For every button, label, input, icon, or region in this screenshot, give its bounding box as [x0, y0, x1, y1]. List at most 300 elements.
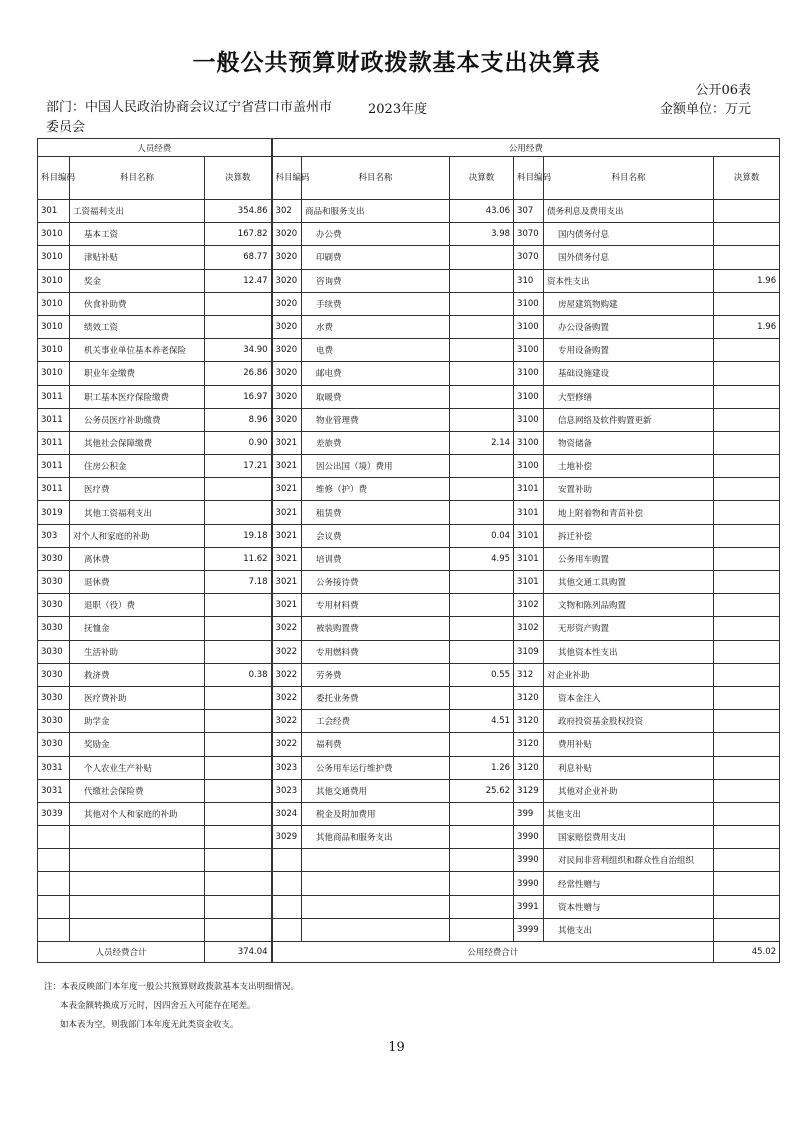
- subject-code: 3101: [514, 571, 544, 594]
- amount-value: 43.06: [450, 200, 514, 223]
- subject-name: 国家赔偿费用支出: [544, 826, 714, 849]
- amount-value: 26.86: [205, 362, 272, 385]
- expenditure-table: [37, 138, 780, 963]
- amount-header: 决算数: [450, 157, 514, 200]
- subject-code: 3021: [272, 594, 302, 617]
- subject-code: 3010: [38, 269, 70, 292]
- subject-name: 利息补贴: [544, 756, 714, 779]
- subject-code: [38, 849, 70, 872]
- subject-code: [38, 826, 70, 849]
- amount-value: [205, 779, 272, 802]
- amount-value: 4.95: [450, 547, 514, 570]
- amount-value: 12.47: [205, 269, 272, 292]
- amount-value: 19.18: [205, 524, 272, 547]
- amount-value: [450, 802, 514, 825]
- amount-value: [205, 292, 272, 315]
- subject-name: 其他工资福利支出: [70, 501, 205, 524]
- table-code: 公开06表: [695, 83, 751, 98]
- amount-value: [450, 849, 514, 872]
- amount-value: [714, 872, 780, 895]
- amount-value: [205, 849, 272, 872]
- amount-value: [714, 756, 780, 779]
- subject-name: 劳务费: [302, 663, 450, 686]
- subject-name: [70, 826, 205, 849]
- amount-value: [714, 918, 780, 941]
- name-header: 科目名称: [302, 157, 450, 200]
- subject-code: 3101: [514, 524, 544, 547]
- subject-code: 303: [38, 524, 70, 547]
- subject-name: 维修（护）费: [302, 478, 450, 501]
- subject-code: 3990: [514, 849, 544, 872]
- subject-code: [38, 895, 70, 918]
- code-header: 科目编码: [514, 157, 544, 200]
- subject-name: 办公费: [302, 223, 450, 246]
- amount-value: [714, 802, 780, 825]
- amount-value: [450, 246, 514, 269]
- amount-value: [714, 408, 780, 431]
- subject-code: 3031: [38, 756, 70, 779]
- subject-code: 3020: [272, 385, 302, 408]
- subject-name: 因公出国（境）费用: [302, 455, 450, 478]
- totals-row: [38, 942, 780, 963]
- subject-code: 3100: [514, 315, 544, 338]
- amount-value: [714, 849, 780, 872]
- subject-name: 国内债务付息: [544, 223, 714, 246]
- subject-code: 3100: [514, 339, 544, 362]
- subject-code: 307: [514, 200, 544, 223]
- subject-code: 3022: [272, 686, 302, 709]
- subject-code: [272, 872, 302, 895]
- subject-name: 对民间非营利组织和群众性自治组织: [544, 849, 714, 872]
- subject-code: 3020: [272, 315, 302, 338]
- subject-name: 物业管理费: [302, 408, 450, 431]
- department-name: 部门：中国人民政治协商会议辽宁省营口市盖州市委员会: [46, 100, 333, 135]
- subject-code: 3991: [514, 895, 544, 918]
- subject-name: 其他交通工具购置: [544, 571, 714, 594]
- amount-value: [205, 802, 272, 825]
- amount-value: [714, 826, 780, 849]
- table-row: [38, 802, 780, 825]
- name-header: 科目名称: [544, 157, 714, 200]
- subject-name: 水费: [302, 315, 450, 338]
- amount-value: [205, 756, 272, 779]
- table-row: [38, 501, 780, 524]
- amount-value: [450, 640, 514, 663]
- amount-value: [714, 617, 780, 640]
- subject-name: 其他资本性支出: [544, 640, 714, 663]
- public-group-header: 公用经费: [272, 139, 780, 157]
- subject-code: 3070: [514, 223, 544, 246]
- subject-code: 3100: [514, 408, 544, 431]
- subject-code: 3011: [38, 455, 70, 478]
- amount-value: [714, 339, 780, 362]
- subject-code: 3021: [272, 571, 302, 594]
- subject-name: 其他商品和服务支出: [302, 826, 450, 849]
- subject-code: 3129: [514, 779, 544, 802]
- amount-value: [205, 918, 272, 941]
- amount-value: [205, 315, 272, 338]
- subject-code: 3022: [272, 733, 302, 756]
- amount-value: 1.26: [450, 756, 514, 779]
- subject-code: 3030: [38, 547, 70, 570]
- amount-value: 1.96: [714, 269, 780, 292]
- amount-value: [450, 269, 514, 292]
- table-row: [38, 710, 780, 733]
- subject-name: 基本工资: [70, 223, 205, 246]
- amount-value: 167.82: [205, 223, 272, 246]
- subject-name: [70, 849, 205, 872]
- subject-name: 津贴补贴: [70, 246, 205, 269]
- public-total-label: 公用经费合计: [272, 942, 714, 963]
- amount-value: 16.97: [205, 385, 272, 408]
- subject-code: 3020: [272, 292, 302, 315]
- subject-code: 3100: [514, 431, 544, 454]
- subject-code: 3101: [514, 547, 544, 570]
- amount-value: [714, 571, 780, 594]
- subject-name: 委托业务费: [302, 686, 450, 709]
- subject-code: 3030: [38, 710, 70, 733]
- table-row: [38, 385, 780, 408]
- amount-value: [714, 733, 780, 756]
- subject-code: 312: [514, 663, 544, 686]
- subject-name: 印刷费: [302, 246, 450, 269]
- subject-name: 租赁费: [302, 501, 450, 524]
- subject-name: 房屋建筑物购建: [544, 292, 714, 315]
- table-row: [38, 455, 780, 478]
- table-row: [38, 339, 780, 362]
- subject-code: 3990: [514, 872, 544, 895]
- amount-value: 25.62: [450, 779, 514, 802]
- subject-code: 3100: [514, 385, 544, 408]
- subject-name: 费用补贴: [544, 733, 714, 756]
- subject-name: 绩效工资: [70, 315, 205, 338]
- amount-value: [450, 895, 514, 918]
- subject-name: 专用设备购置: [544, 339, 714, 362]
- subject-name: 公务员医疗补助缴费: [70, 408, 205, 431]
- amount-value: 0.90: [205, 431, 272, 454]
- subject-code: 3021: [272, 501, 302, 524]
- subject-code: 3021: [272, 524, 302, 547]
- subject-code: 3039: [38, 802, 70, 825]
- table-row: [38, 223, 780, 246]
- subject-name: 信息网络及软件购置更新: [544, 408, 714, 431]
- subject-code: 3022: [272, 640, 302, 663]
- subject-name: 公务接待费: [302, 571, 450, 594]
- subject-code: 3120: [514, 710, 544, 733]
- amount-value: [205, 710, 272, 733]
- subject-code: 3029: [272, 826, 302, 849]
- subject-code: 3030: [38, 571, 70, 594]
- subject-name: 无形资产购置: [544, 617, 714, 640]
- amount-value: [714, 663, 780, 686]
- subject-code: 3010: [38, 223, 70, 246]
- subject-name: [302, 895, 450, 918]
- subject-code: 3019: [38, 501, 70, 524]
- subject-name: 拆迁补偿: [544, 524, 714, 547]
- subject-code: 3030: [38, 594, 70, 617]
- note-line: 注：本表反映部门本年度一般公共预算财政拨款基本支出明细情况。: [44, 982, 300, 992]
- table-row: [38, 594, 780, 617]
- subject-name: 土地补偿: [544, 455, 714, 478]
- amount-value: [205, 826, 272, 849]
- subject-code: [38, 918, 70, 941]
- page-number: 19: [388, 1040, 405, 1055]
- subject-name: 公务用车购置: [544, 547, 714, 570]
- table-row: [38, 872, 780, 895]
- subject-name: 债务利息及费用支出: [544, 200, 714, 223]
- subject-name: 职工基本医疗保险缴费: [70, 385, 205, 408]
- subject-code: 3024: [272, 802, 302, 825]
- amount-value: [714, 455, 780, 478]
- amount-value: [714, 478, 780, 501]
- amount-value: 11.62: [205, 547, 272, 570]
- subject-name: 奖励金: [70, 733, 205, 756]
- subject-name: 资本性支出: [544, 269, 714, 292]
- subject-name: 对企业补助: [544, 663, 714, 686]
- subject-code: 3100: [514, 455, 544, 478]
- subject-name: [302, 918, 450, 941]
- amount-value: [205, 501, 272, 524]
- subject-name: 助学金: [70, 710, 205, 733]
- table-row: [38, 918, 780, 941]
- amount-value: [714, 362, 780, 385]
- table-row: [38, 733, 780, 756]
- amount-value: 8.96: [205, 408, 272, 431]
- subject-name: 医疗费补助: [70, 686, 205, 709]
- subject-name: 资本金注入: [544, 686, 714, 709]
- table-row: [38, 826, 780, 849]
- code-header: 科目编码: [272, 157, 302, 200]
- subject-code: 3011: [38, 478, 70, 501]
- table-row: [38, 524, 780, 547]
- amount-header: 决算数: [205, 157, 272, 200]
- subject-code: 3020: [272, 223, 302, 246]
- subject-name: 会议费: [302, 524, 450, 547]
- subject-code: 3100: [514, 292, 544, 315]
- subject-name: 救济费: [70, 663, 205, 686]
- table-row: [38, 292, 780, 315]
- amount-value: [450, 686, 514, 709]
- note-line: 如本表为空，则我部门本年度无此类资金收支。: [60, 1020, 239, 1030]
- amount-unit: 金额单位：万元: [659, 102, 751, 117]
- subject-code: 3102: [514, 617, 544, 640]
- subject-name: 专用燃料费: [302, 640, 450, 663]
- subject-name: 培训费: [302, 547, 450, 570]
- amount-value: 0.38: [205, 663, 272, 686]
- table-row: [38, 849, 780, 872]
- personnel-total-label: 人员经费合计: [38, 942, 205, 963]
- subject-code: 3070: [514, 246, 544, 269]
- amount-value: [714, 686, 780, 709]
- subject-name: 工资福利支出: [70, 200, 205, 223]
- subject-name: 政府投资基金股权投资: [544, 710, 714, 733]
- amount-value: [450, 594, 514, 617]
- subject-name: 基础设施建设: [544, 362, 714, 385]
- note-line: 本表金额转换成万元时，因四舍五入可能存在尾差。: [60, 1001, 256, 1011]
- subject-name: 对个人和家庭的补助: [70, 524, 205, 547]
- amount-value: [714, 524, 780, 547]
- notes: [44, 978, 299, 1035]
- amount-value: [714, 431, 780, 454]
- subject-code: 3010: [38, 292, 70, 315]
- subject-name: [302, 849, 450, 872]
- subject-name: 个人农业生产补贴: [70, 756, 205, 779]
- subject-code: [272, 895, 302, 918]
- subject-code: 3023: [272, 756, 302, 779]
- amount-value: [714, 640, 780, 663]
- amount-value: [205, 872, 272, 895]
- amount-value: 1.96: [714, 315, 780, 338]
- subject-code: 3109: [514, 640, 544, 663]
- amount-value: [450, 826, 514, 849]
- table-row: [38, 431, 780, 454]
- subject-name: 邮电费: [302, 362, 450, 385]
- subject-name: 国外债务付息: [544, 246, 714, 269]
- subject-name: 福利费: [302, 733, 450, 756]
- amount-value: [450, 408, 514, 431]
- subject-name: 医疗费: [70, 478, 205, 501]
- table-row: [38, 895, 780, 918]
- table-row: [38, 315, 780, 338]
- amount-value: [205, 640, 272, 663]
- personnel-group-header: 人员经费: [38, 139, 272, 157]
- public-total-value: 45.02: [714, 942, 780, 963]
- subject-code: 3022: [272, 617, 302, 640]
- subject-name: 大型修缮: [544, 385, 714, 408]
- subject-code: 3120: [514, 733, 544, 756]
- personnel-total-value: 374.04: [205, 942, 272, 963]
- subject-code: 399: [514, 802, 544, 825]
- amount-value: [450, 362, 514, 385]
- amount-value: [714, 779, 780, 802]
- subject-code: 3021: [272, 431, 302, 454]
- subject-name: 其他支出: [544, 918, 714, 941]
- subject-name: 差旅费: [302, 431, 450, 454]
- amount-value: [450, 501, 514, 524]
- subject-name: 物资储备: [544, 431, 714, 454]
- amount-value: [714, 710, 780, 733]
- subject-name: 税金及附加费用: [302, 802, 450, 825]
- subject-code: 3010: [38, 339, 70, 362]
- subject-code: 3030: [38, 640, 70, 663]
- amount-value: [714, 501, 780, 524]
- table-row: [38, 663, 780, 686]
- subject-name: 其他对企业补助: [544, 779, 714, 802]
- subject-name: 取暖费: [302, 385, 450, 408]
- subject-code: 302: [272, 200, 302, 223]
- amount-value: [450, 872, 514, 895]
- amount-value: [205, 686, 272, 709]
- subject-code: [272, 849, 302, 872]
- subject-name: 被装购置费: [302, 617, 450, 640]
- amount-value: [714, 292, 780, 315]
- subject-code: 3021: [272, 547, 302, 570]
- subject-name: 安置补助: [544, 478, 714, 501]
- name-header: 科目名称: [70, 157, 205, 200]
- subject-code: 3120: [514, 756, 544, 779]
- subject-code: 3021: [272, 478, 302, 501]
- amount-value: 2.14: [450, 431, 514, 454]
- amount-value: [450, 617, 514, 640]
- subject-name: 机关事业单位基本养老保险: [70, 339, 205, 362]
- subject-code: 3020: [272, 408, 302, 431]
- amount-value: 7.18: [205, 571, 272, 594]
- subject-name: 咨询费: [302, 269, 450, 292]
- subject-name: 电费: [302, 339, 450, 362]
- subject-name: 地上附着物和青苗补偿: [544, 501, 714, 524]
- amount-value: [450, 918, 514, 941]
- page-title: 一般公共预算财政拨款基本支出决算表: [192, 50, 601, 76]
- amount-value: [450, 571, 514, 594]
- subject-code: 3100: [514, 362, 544, 385]
- subject-code: 3020: [272, 246, 302, 269]
- table-row: [38, 779, 780, 802]
- table-row: [38, 756, 780, 779]
- subject-name: 文物和陈列品购置: [544, 594, 714, 617]
- subject-code: [38, 872, 70, 895]
- amount-value: [450, 315, 514, 338]
- amount-value: 68.77: [205, 246, 272, 269]
- subject-name: 离休费: [70, 547, 205, 570]
- subject-code: 3020: [272, 339, 302, 362]
- amount-value: [450, 733, 514, 756]
- subject-name: [70, 895, 205, 918]
- amount-value: 34.90: [205, 339, 272, 362]
- subject-name: 抚恤金: [70, 617, 205, 640]
- amount-header: 决算数: [714, 157, 780, 200]
- subject-code: 3031: [38, 779, 70, 802]
- amount-value: [450, 339, 514, 362]
- subject-code: 3030: [38, 663, 70, 686]
- subject-code: 3990: [514, 826, 544, 849]
- subject-code: 3020: [272, 362, 302, 385]
- subject-name: 退休费: [70, 571, 205, 594]
- amount-value: 4.51: [450, 710, 514, 733]
- subject-code: 3102: [514, 594, 544, 617]
- amount-value: 0.55: [450, 663, 514, 686]
- amount-value: [450, 455, 514, 478]
- table-row: [38, 408, 780, 431]
- subject-name: 商品和服务支出: [302, 200, 450, 223]
- subject-name: 经常性赠与: [544, 872, 714, 895]
- subject-name: 其他支出: [544, 802, 714, 825]
- subject-name: 其他对个人和家庭的补助: [70, 802, 205, 825]
- amount-value: [714, 200, 780, 223]
- amount-value: [714, 547, 780, 570]
- subject-name: [302, 872, 450, 895]
- subject-name: 住房公积金: [70, 455, 205, 478]
- amount-value: [205, 733, 272, 756]
- subject-name: 代缴社会保险费: [70, 779, 205, 802]
- amount-value: [450, 385, 514, 408]
- subject-code: 310: [514, 269, 544, 292]
- table-row: [38, 269, 780, 292]
- subject-code: 3101: [514, 501, 544, 524]
- subject-code: 3030: [38, 686, 70, 709]
- subject-name: 其他交通费用: [302, 779, 450, 802]
- amount-value: [714, 594, 780, 617]
- table-row: [38, 246, 780, 269]
- subject-name: 其他社会保障缴费: [70, 431, 205, 454]
- subject-code: 3022: [272, 663, 302, 686]
- subject-name: 工会经费: [302, 710, 450, 733]
- subject-code: 3010: [38, 362, 70, 385]
- amount-value: [205, 895, 272, 918]
- subject-name: [70, 872, 205, 895]
- amount-value: 17.21: [205, 455, 272, 478]
- amount-value: 0.04: [450, 524, 514, 547]
- subject-code: 3030: [38, 733, 70, 756]
